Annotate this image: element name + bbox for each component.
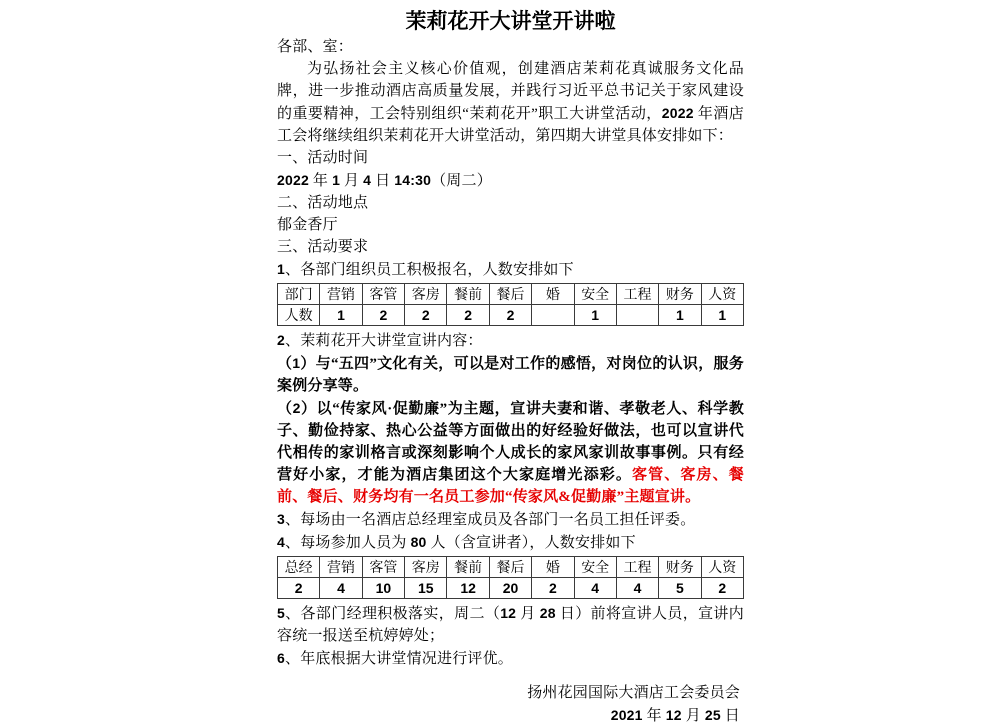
table-header-cell: 工程 <box>616 557 658 578</box>
lecture-topic-2-text: （2）以“传家风·促勤廉”为主题，宣讲夫妻和谐、孝敬老人、科学教子、勤俭持家、热心公益等方面做出的好经验好做法，也可以宣讲代代相传的家训格言或深刻影响个人成长的家风家训故事事例。只有经营好小家，才能为酒店集团这个大家庭增光添彩。 <box>277 400 744 483</box>
requirement-item-4: 4、每场参加人员为 80 人（含宣讲者），人数安排如下 <box>277 534 636 551</box>
table-header-cell: 婚 <box>532 557 574 578</box>
table-header-cell: 餐前 <box>447 557 489 578</box>
table-header-cell: 餐前 <box>447 284 489 305</box>
table-header-cell: 总经 <box>278 557 320 578</box>
table-value-cell <box>532 305 574 326</box>
table-value-cell: 2 <box>701 578 743 599</box>
table-header-cell: 财务 <box>659 557 701 578</box>
table-value-cell <box>616 305 658 326</box>
table-value-cell: 2 <box>405 305 447 326</box>
table-value-cell: 5 <box>659 578 701 599</box>
table-header-cell: 安全 <box>574 557 616 578</box>
signature-block <box>277 682 744 727</box>
attendance-table <box>277 556 744 599</box>
signature-org: 扬州花园国际大酒店工会委员会 <box>527 685 740 701</box>
table-row <box>278 557 744 578</box>
table-value-cell: 4 <box>320 578 362 599</box>
requirement-item-3: 3、每场由一名酒店总经理室成员及各部门一名员工担任评委。 <box>277 511 696 528</box>
table-header-cell: 客管 <box>362 557 404 578</box>
table-value-cell: 10 <box>362 578 404 599</box>
doc-title: 茉莉花开大讲堂开讲啦 <box>405 9 616 33</box>
signature-date: 2021 年 12 月 25 日 <box>610 707 740 724</box>
table-value-cell: 2 <box>489 305 531 326</box>
table-header-cell: 餐后 <box>489 284 531 305</box>
requirement-item-1: 1、各部门组织员工积极报名，人数安排如下 <box>277 261 574 278</box>
intro-paragraph: 为弘扬社会主义核心价值观，创建酒店茉莉花真诚服务文化品牌，进一步推动酒店高质量发展，并践行习近平总书记关于家风建设的重要精神，工会特别组织“茉莉花开”职工大讲堂活动，2022 年酒店工会将继续组织茉莉花开大讲堂活动，第四期大讲堂具体安排如下： <box>277 61 744 144</box>
section-heading-place: 二、活动地点 <box>277 195 369 211</box>
table-header-cell: 营销 <box>320 557 362 578</box>
table-row-label: 人数 <box>278 305 320 326</box>
table-header-cell: 人资 <box>701 557 743 578</box>
place-value: 郁金香厅 <box>277 217 338 233</box>
table-header-cell: 客管 <box>362 284 404 305</box>
section-heading-time: 一、活动时间 <box>277 150 369 166</box>
table-header-cell: 财务 <box>659 284 701 305</box>
table-value-cell: 1 <box>701 305 743 326</box>
requirement-item-5: 5、各部门经理积极落实，周二（12 月 28 日）前将宣讲人员，宣讲内容统一报送至杭婷婷处； <box>277 605 744 644</box>
table-value-cell: 15 <box>405 578 447 599</box>
requirement-item-6: 6、年底根据大讲堂情况进行评优。 <box>277 650 514 667</box>
table-value-cell: 4 <box>574 578 616 599</box>
table-value-cell: 12 <box>447 578 489 599</box>
signup-table <box>277 283 744 326</box>
table-value-cell: 1 <box>659 305 701 326</box>
table-value-cell: 2 <box>278 578 320 599</box>
table-value-cell: 4 <box>616 578 658 599</box>
table-header-cell: 客房 <box>405 557 447 578</box>
table-value-cell: 20 <box>489 578 531 599</box>
table-header-cell: 人资 <box>701 284 743 305</box>
lecture-topic-1: （1）与“五四”文化有关，可以是对工作的感悟，对岗位的认识，服务案例分享等。 <box>277 355 744 394</box>
lecture-topic-2 <box>277 397 744 508</box>
table-value-cell: 1 <box>320 305 362 326</box>
table-header-cell: 客房 <box>405 284 447 305</box>
table-header-cell: 营销 <box>320 284 362 305</box>
salutation: 各部、室： <box>277 39 354 55</box>
table-value-cell: 1 <box>574 305 616 326</box>
table-header-cell: 部门 <box>278 284 320 305</box>
requirement-item-2: 2、茉莉花开大讲堂宣讲内容： <box>277 332 483 349</box>
table-row <box>278 284 744 305</box>
document-page <box>277 6 744 727</box>
lecture-topic-2-highlight: 客管、客房、餐前、餐后、财务均有一名员工参加“传家风&促勤廉”主题宣讲。 <box>277 467 744 505</box>
table-header-cell: 餐后 <box>489 557 531 578</box>
table-header-cell: 安全 <box>574 284 616 305</box>
table-row <box>278 578 744 599</box>
table-value-cell: 2 <box>532 578 574 599</box>
table-value-cell: 2 <box>362 305 404 326</box>
section-heading-requirements: 三、活动要求 <box>277 239 369 255</box>
table-header-cell: 婚 <box>532 284 574 305</box>
table-row <box>278 305 744 326</box>
table-header-cell: 工程 <box>616 284 658 305</box>
table-value-cell: 2 <box>447 305 489 326</box>
time-value: 2022 年 1 月 4 日 14:30（周二） <box>277 172 492 189</box>
